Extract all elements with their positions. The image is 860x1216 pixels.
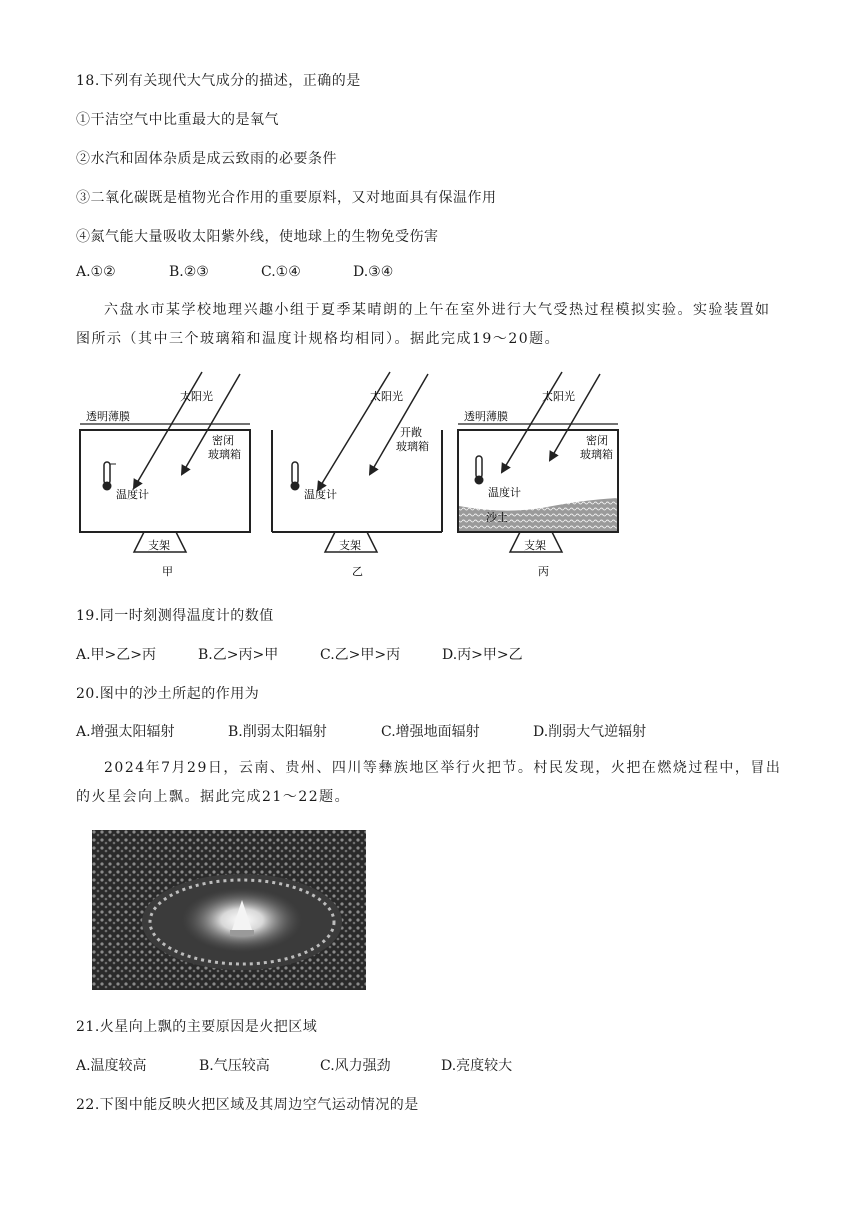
q19-options: [76, 644, 523, 664]
intro-21-22: 2024年7月29日，云南、贵州、四川等彝族地区举行火把节。村民发现，火把在燃烧过程中，冒出的火星会向上飘。据此完成21～22题。: [76, 760, 782, 805]
thermometer-icon: [291, 462, 300, 491]
label-bing: 丙: [538, 565, 549, 578]
experiment-figure: [72, 368, 632, 586]
q18-option-a: A.①②: [76, 264, 116, 280]
box-yi: [272, 372, 442, 578]
label-jia: 甲: [162, 565, 173, 578]
q19-option-c: C.乙>甲>丙: [320, 647, 401, 663]
q20-option-b: B.削弱太阳辐射: [228, 724, 327, 740]
q21-option-a: A.温度较高: [76, 1058, 147, 1074]
sun-label-yi: 太阳光: [370, 390, 403, 403]
thermo-label-yi: 温度计: [304, 488, 337, 501]
q21-stem: 21.火星向上飘的主要原因是火把区域: [76, 1019, 318, 1035]
q18-stem: 18.下列有关现代大气成分的描述，正确的是: [76, 73, 361, 89]
q19-option-a: A.甲>乙>丙: [76, 647, 157, 663]
q18-options: [76, 264, 393, 280]
q18-item-4: ④氮气能大量吸收太阳紫外线，使地球上的生物免受伤害: [76, 229, 439, 245]
stand-label-yi: 支架: [339, 539, 361, 552]
stand-label-bing: 支架: [524, 539, 546, 552]
box-jia: [80, 372, 250, 578]
q20-options: [76, 721, 646, 741]
thermometer-icon: [475, 456, 484, 485]
q18-item-3: ③二氧化碳既是植物光合作用的重要原料，又对地面具有保温作用: [76, 190, 497, 206]
thermometer-icon: [103, 462, 112, 491]
intro-19-20: 六盘水市某学校地理兴趣小组于夏季某晴朗的上午在室外进行大气受热过程模拟实验。实验装置如图所示（其中三个玻璃箱和温度计规格均相同）。据此完成19～20题。: [76, 302, 771, 347]
box-label2-jia: 玻璃箱: [208, 448, 241, 461]
torch-festival-photo: [92, 830, 366, 990]
q20-option-a: A.增强太阳辐射: [76, 724, 175, 740]
q18-item-2: ②水汽和固体杂质是成云致雨的必要条件: [76, 151, 337, 167]
q21-option-d: D.亮度较大: [441, 1058, 513, 1074]
box-label1-yi: 开敞: [400, 426, 422, 439]
q18-item-1: ①干洁空气中比重最大的是氧气: [76, 112, 279, 128]
film-label-bing: 透明薄膜: [464, 410, 508, 423]
thermo-label-bing: 温度计: [488, 486, 521, 499]
q18-option-c: C.①④: [261, 264, 301, 280]
q18-option-b: B.②③: [169, 264, 209, 280]
box-label2-bing: 玻璃箱: [580, 448, 613, 461]
q20-option-d: D.削弱大气逆辐射: [533, 724, 647, 740]
box-bing: [458, 372, 618, 578]
q20-option-c: C.增强地面辐射: [381, 724, 480, 740]
q22-stem: 22.下图中能反映火把区域及其周边空气运动情况的是: [76, 1097, 419, 1113]
q21-option-b: B.气压较高: [199, 1058, 270, 1074]
sun-label-jia: 太阳光: [180, 390, 213, 403]
stand-label-jia: 支架: [148, 539, 170, 552]
q19-stem: 19.同一时刻测得温度计的数值: [76, 608, 274, 624]
sun-label-bing: 太阳光: [542, 390, 575, 403]
q18-option-d: D.③④: [353, 264, 394, 280]
box-label1-jia: 密闭: [212, 434, 234, 447]
q19-option-b: B.乙>丙>甲: [198, 647, 279, 663]
q20-stem: 20.图中的沙土所起的作用为: [76, 686, 260, 702]
thermo-label-jia: 温度计: [116, 488, 149, 501]
label-yi: 乙: [352, 565, 363, 578]
q19-option-d: D.丙>甲>乙: [442, 647, 523, 663]
soil-label: 沙土: [486, 511, 508, 524]
film-label-jia: 透明薄膜: [86, 410, 130, 423]
box-label1-bing: 密闭: [586, 434, 608, 447]
sand-layer: [459, 498, 617, 531]
q21-option-c: C.风力强劲: [320, 1058, 391, 1074]
box-label2-yi: 玻璃箱: [396, 440, 429, 453]
q21-options: [76, 1055, 512, 1075]
